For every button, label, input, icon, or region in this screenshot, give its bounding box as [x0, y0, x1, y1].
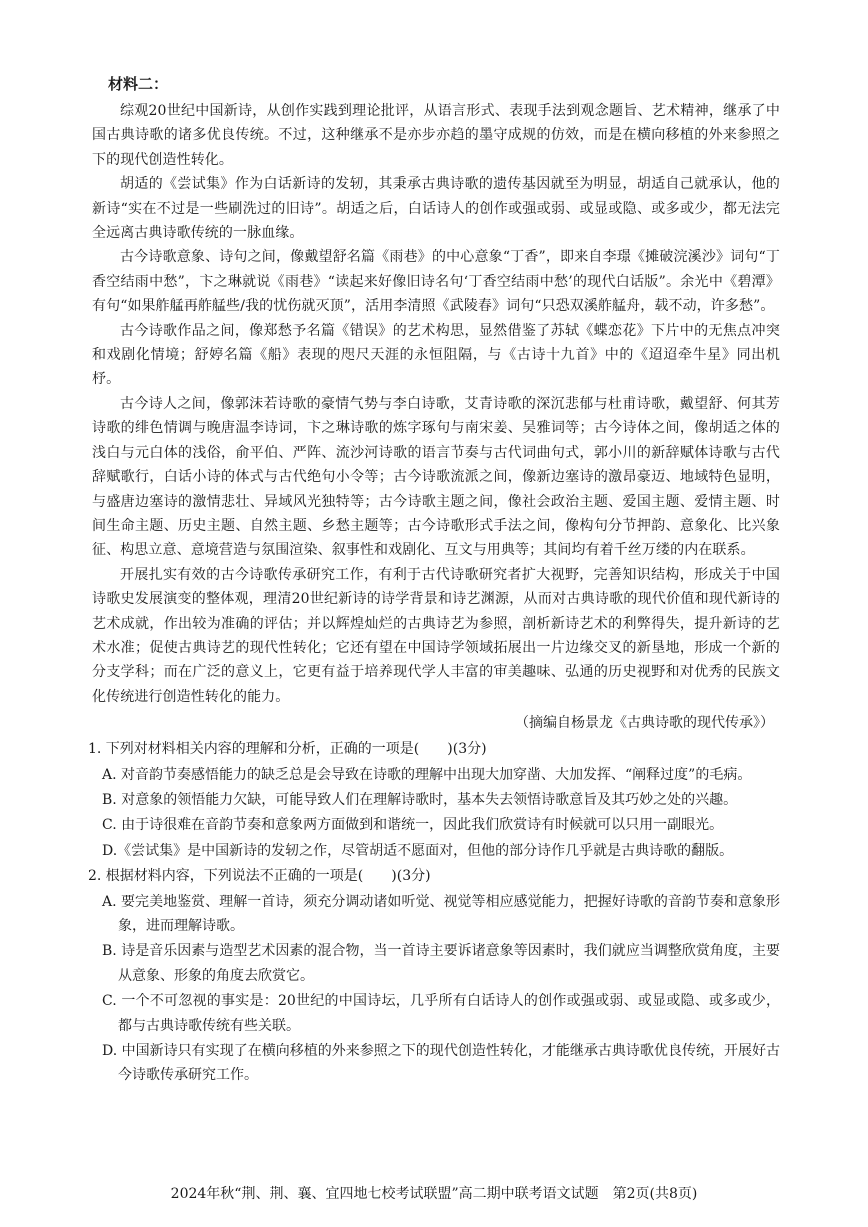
option-c: C. 由于诗很难在音韵节奏和意象两方面做到和谐统一，因此我们欣赏诗有时候就可以只用一副眼光。: [102, 817, 724, 834]
option-b: B. 对意象的领悟能力欠缺，可能导致人们在理解诗歌时，基本失去领悟诗歌意旨及其巧妙之处的兴趣。: [102, 791, 738, 808]
question-2: [88, 864, 780, 1088]
paragraph-6: 开展扎实有效的古今诗歌传承研究工作，有利于古代诗歌研究者扩大视野，完善知识结构，形成关于中国诗歌史发展演变的整体观，理清20世纪新诗的诗学背景和诗艺渊源，从而对古典诗歌的现代价值和现代新诗的艺术成就，作出较为准确的评估；并以辉煌灿烂的古典诗艺为参照，剖析新诗艺术的利弊得失，提升新诗的艺术水准；促使古典诗艺的现代性转化；它还有望在中国诗学领域拓展出一片边缘交叉的新垦地，形成一个新的分支学科；而在广泛的意义上，它更有益于培养现代学人丰富的审美趣味、弘通的历史视野和对优秀的民族文化传统进行创造性转化的能力。: [92, 566, 780, 705]
source-citation: （摘编自杨景龙《古典诗歌的现代传承》）: [515, 715, 774, 732]
paragraph-2: 胡适的《尝试集》作为白话新诗的发轫，其秉承古典诗歌的遗传基因就至为明显，胡适自己就承认，他的新诗“实在不过是一些刷洗过的旧诗”。胡适之后，白话诗人的创作或强或弱、或显或隐、或多或少，都无法完全远离古典诗歌传统的一脉血缘。: [92, 176, 780, 242]
option-d: D. 中国新诗只有实现了在横向移植的外来参照之下的现代创造性转化，才能继承古典诗歌优良传统，开展好古今诗歌传承研究工作。: [102, 1043, 780, 1084]
question-1: [88, 737, 780, 863]
option-b: B. 诗是音乐因素与造型艺术因素的混合物，当一首诗主要诉诸意象等因素时，我们就应当调整欣赏角度，主要从意象、形象的角度去欣赏它。: [102, 943, 780, 984]
paragraph-1: 综观20世纪中国新诗，从创作实践到理论批评，从语言形式、表现手法到观念题旨、艺术精神，继承了中国古典诗歌的诸多优良传统。不过，这种继承不是亦步亦趋的墨守成规的仿效，而是在横向移植的外来参照之下的现代创造性转化。: [92, 103, 780, 168]
paragraph-3: 古今诗歌意象、诗句之间，像戴望舒名篇《雨巷》的中心意象“丁香”，即来自李璟《摊破浣溪沙》词句“丁香空结雨中愁”，卞之琳就说《雨巷》“读起来好像旧诗名句‘丁香空结雨中愁’的现代白话版”。余光中《碧潭》有句“如果舴艋再舴艋些/我的忧伤就灭顶”，活用李清照《武陵春》词句“只恐双溪舴艋舟，载不动，许多愁”。: [92, 249, 780, 315]
option-a: A. 对音韵节奏感悟能力的缺乏总是会导致在诗歌的理解中出现大加穿凿、大加发挥、“阐释过度”的毛病。: [102, 766, 752, 783]
page-footer: 2024年秋“荆、荆、襄、宜四地七校考试联盟”高二期中联考语文试题 第2页(共8页): [170, 1186, 698, 1202]
question-list: [88, 737, 780, 1088]
paragraph-4: 古今诗歌作品之间，像郑愁予名篇《错误》的艺术构思，显然借鉴了苏轼《蝶恋花》下片中的无焦点冲突和戏剧化情境；舒婷名篇《船》表现的咫尺天涯的永恒阻隔，与《古诗十九首》中的《迢迢牵牛星》同出机杼。: [92, 322, 780, 388]
option-d: D.《尝试集》是中国新诗的发轫之作，尽管胡适不愿面对，但他的部分诗作几乎就是古典诗歌的翻版。: [102, 842, 734, 859]
document-page: [88, 72, 780, 1088]
section-heading: 材料二：: [108, 75, 169, 93]
option-c: C. 一个不可忽视的事实是：20世纪的中国诗坛，几乎所有白话诗人的创作或强或弱、或显或隐、或多或少，都与古典诗歌传统有些关联。: [102, 993, 780, 1034]
question-stem: 1. 下列对材料相关内容的理解和分析，正确的一项是( )(3分): [88, 741, 487, 758]
question-stem: 2. 根据材料内容，下列说法不正确的一项是( )(3分): [88, 868, 431, 885]
option-a: A. 要完美地鉴赏、理解一首诗，须充分调动诸如听觉、视觉等相应感觉能力，把握好诗歌的音韵节奏和意象形象，进而理解诗歌。: [102, 893, 780, 934]
paragraph-5: 古今诗人之间，像郭沫若诗歌的豪情气势与李白诗歌，艾青诗歌的深沉悲郁与杜甫诗歌，戴望舒、何其芳诗歌的绯色情调与晚唐温李诗词，卞之琳诗歌的炼字琢句与南宋姜、吴雅词等；古今诗体之间，像胡适之体的浅白与元白体的浅俗，俞平伯、严阵、流沙河诗歌的语言节奏与古代词曲句式，郭小川的新辞赋体诗歌与古代辞赋歌行，白话小诗的体式与古代绝句小令等；古今诗歌流派之间，像新边塞诗的激昂豪迈、地域特色显明，与盛唐边塞诗的激情悲壮、异域风光独特等；古今诗歌主题之间，像社会政治主题、爱国主题、爱情主题、时间生命主题、历史主题、自然主题、乡愁主题等；古今诗歌形式手法之间，像构句分节押韵、意象化、比兴象征、构思立意、意境营造与氛围渲染、叙事性和戏剧化、互文与用典等；其间均有着千丝万缕的内在联系。: [92, 395, 780, 559]
